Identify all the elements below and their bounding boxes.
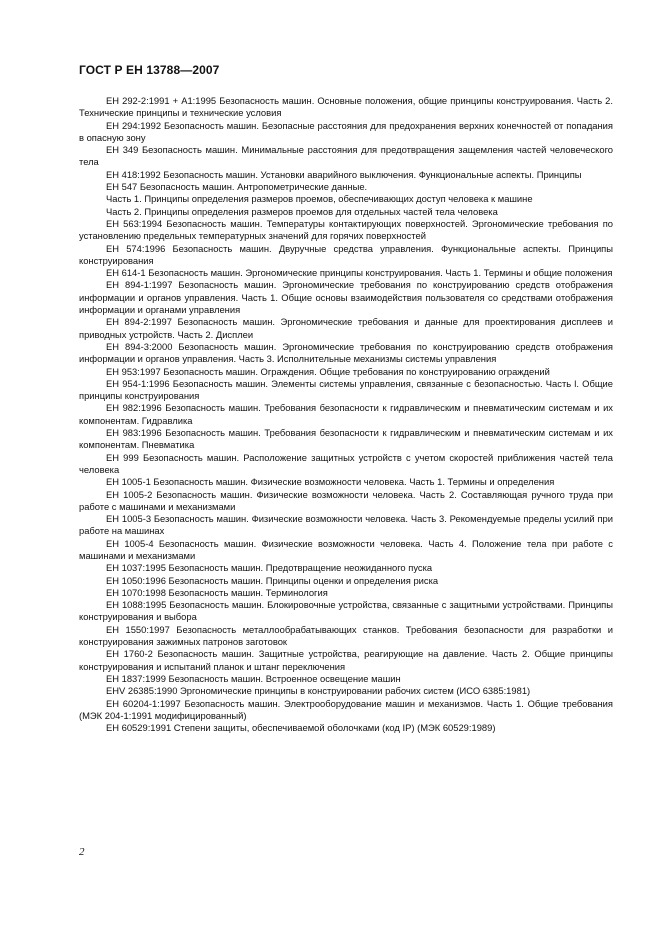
reference-entry: ЕН 894-1:1997 Безопасность машин. Эргономические требования по конструированию средств отображения информации и органов управления. Часть 1. Общие основы взаимодействия пользователя со средствами отображения информации и органами управления [79,279,613,316]
reference-entry: ЕН 563:1994 Безопасность машин. Температуры контактирующих поверхностей. Эргономические требования по установлению предельных температурных значений для горячих поверхностей [79,217,613,242]
reference-entry: ЕНV 26385:1990 Эргономические принципы в конструировании рабочих систем (ИСО 6385:1981) [106,685,531,697]
reference-entry: ЕН 1005-2 Безопасность машин. Физические возможности человека. Часть 2. Составляющая ручного труда при работе с машинами и механизмами [79,488,613,512]
reference-entry: Часть 2. Принципы определения размеров проемов для отдельных частей тела человека [106,205,498,217]
reference-entry: ЕН 1760-2 Безопасность машин. Защитные устройства, реагирующие на давление. Часть 2. Общие принципы конструирования и испытаний планок и штанг переключения [79,648,613,672]
reference-entry: ЕН 1550:1997 Безопасность металлообрабатывающих станков. Требования безопасности для разработки и конструирования зажимных патронов заготовок [79,623,613,648]
reference-entry: ЕН 1070:1998 Безопасность машин. Терминология [106,586,328,598]
reference-entry: ЕН 954-1:1996 Безопасность машин. Элементы системы управления, связанные с безопасностью. Часть l. Общие принципы конструирования [79,377,613,402]
reference-entry: ЕН 999 Безопасность машин. Расположение защитных устройств с учетом скоростей приближения частей тела человека [79,451,613,475]
reference-entry: ЕН 294:1992 Безопасность машин. Безопасные расстояния для предохранения верхних конечностей от попадания в опасную зону [79,119,613,143]
reference-entry: ЕН 983:1996 Безопасность машин. Требования безопасности к гидравлическим и пневматическим системам и их компонентам. Пневматика [79,427,613,451]
reference-entry: ЕН 894-2:1997 Безопасность машин. Эргономические требования и данные для проектирования дисплеев и приводных устройств. Часть 2. Дисплеи [79,316,613,340]
reference-entry: ЕН 60204-1:1997 Безопасность машин. Электрооборудование машин и механизмов. Часть 1. Общие требования (МЭК 204-1:1991 модифицированный) [79,697,613,721]
reference-entry: ЕН 1005-3 Безопасность машин. Физические возможности человека. Часть 3. Рекомендуемые пределы усилий при работе на машинах [79,513,613,537]
reference-entry: ЕН 349 Безопасность машин. Минимальные расстояния для предотвращения защемления частей человеческого тела [79,144,613,168]
reference-entry: ЕН 953:1997 Безопасность машин. Ограждения. Общие требования по конструированию ограждений [106,365,550,377]
reference-entry: ЕН 60529:1991 Степени защиты, обеспечиваемой оболочками (код IP) (МЭК 60529:1989) [106,722,496,734]
page-number: 2 [79,846,85,858]
reference-entry: ЕН 1837:1999 Безопасность машин. Встроенное освещение машин [106,672,401,684]
reference-entry: ЕН 1005-1 Безопасность машин. Физические возможности человека. Часть 1. Термины и определения [106,476,555,488]
reference-entry: ЕН 894-3:2000 Безопасность машин. Эргономические требования по конструированию средств отображения информации и органов управления. Часть 3. Исполнительные механизмы системы управления [79,340,613,365]
reference-entry: ЕН 547 Безопасность машин. Антропометрические данные. [106,181,368,193]
reference-entry: ЕН 418:1992 Безопасность машин. Установки аварийного выключения. Функциональные аспекты. Принципы [106,168,582,180]
reference-entry: ЕН 614-1 Безопасность машин. Эргономические принципы конструирования. Часть 1. Термины и общие положения [106,267,613,279]
reference-entry: ЕН 1005-4 Безопасность машин. Физические возможности человека. Часть 4. Положение тела при работе с машинами и механизмами [79,537,613,561]
document-header: ГОСТ Р ЕН 13788—2007 [79,63,220,77]
reference-entry: ЕН 982:1996 Безопасность машин. Требования безопасности к гидравлическим и пневматическим системам и их компонентам. Гидравлика [79,402,613,426]
reference-entry: ЕН 1037:1995 Безопасность машин. Предотвращение неожиданного пуска [106,562,433,574]
reference-entry: Часть 1. Принципы определения размеров проемов, обеспечивающих доступ человека к машине [106,193,533,205]
reference-entry: ЕН 292-2:1991 + А1:1995 Безопасность машин. Основные положения, общие принципы конструирования. Часть 2. Технические принципы и технические условия [79,95,613,119]
reference-entry: ЕН 574:1996 Безопасность машин. Двуручные средства управления. Функциональные аспекты. Принципы конструирования [79,242,613,266]
reference-entry: ЕН 1050:1996 Безопасность машин. Принципы оценки и определения риска [106,574,439,586]
reference-list [79,95,613,734]
reference-entry: ЕН 1088:1995 Безопасность машин. Блокировочные устройства, связанные с защитными устройствами. Принципы конструирования и выбора [79,599,613,623]
